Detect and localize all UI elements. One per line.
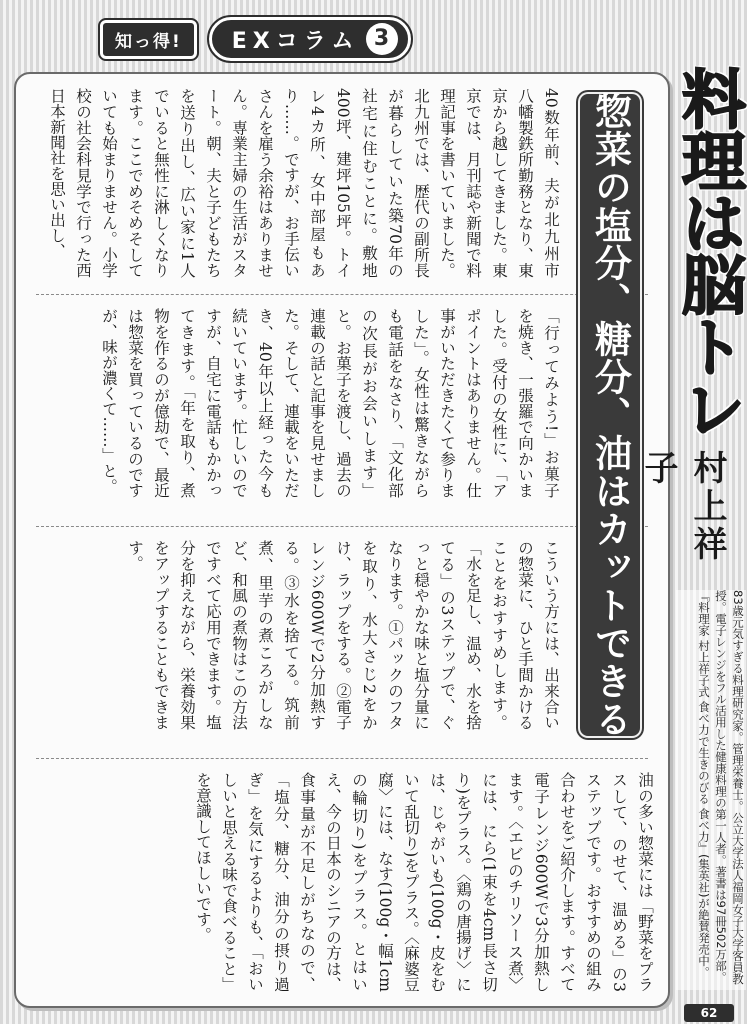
article-body-upper-mid: 「行ってみよう!」お菓子を焼き、一張羅で向かいました。受付の女性に、「アポイントはありません。仕事がいただきたくて参りました」。女性は驚きながらも電話をなさり、「文化部の次長がお会いします」と。お菓子を渡し、過去の連載の話と記事を見せました。そして、連載をいただき、40年以上経った今も続いています。忙しいのですが、自宅に電話もかかってきます。「年を取り、煮物を作るのが億劫で、最近は惣菜を買っているのですが、味が濃くて……」と。: [100, 308, 560, 498]
page-number: 62: [684, 1004, 734, 1022]
article-panel: [14, 72, 670, 1008]
author-bio: 83歳元気すぎる料理研究家。管理栄養士。公立大学法人福岡女子大学客員教授。電子レンジをフル活用した健康料理の第一人者。著書は97冊502万部。『料理家 村上祥子式 食べ力で生きのびる 食べ力』(集英社)が絶賛発売中。: [676, 590, 746, 990]
column-header: [100, 14, 411, 64]
ex-column-badge: [209, 17, 411, 61]
subtitle-box: [578, 92, 642, 738]
section-divider-1: [36, 294, 648, 295]
ex-column-label: EXコラム: [231, 28, 360, 54]
section-divider-3: [36, 758, 648, 759]
article-body-bottom: 油の多い惣菜には「野菜をプラスして、のせて、温める」の3ステップです。おすすめの組み合わせをご紹介します。すべて電子レンジ600Wで3分加熱します。〈エビのチリソース煮〉には、にら(1束を4cm長さ切り)をプラス。〈鶏の唐揚げ〉には、じゃがいも(100g・皮をむいて乱切り)をプラス。〈麻婆豆腐〉には、なす(100g・幅1cmの輪切り)をプラス。とはいえ、今の日本のシニアの方は、食事量が不足しがちなので、「塩分、糖分、油分の摂り過ぎ」を気にするよりも、「おいしいと思える味で食べること」を意識してほしいです。: [194, 772, 654, 992]
column-number: 3: [366, 23, 398, 55]
article-body-top: 40数年前、夫が北九州市八幡製鉄所勤務となり、東京から越してきました。東京では、月刊誌や新聞で料理記事を書いていました。北九州では、歴代の副所長が暮らしていた築70年の社宅に住むことに。敷地400坪、建坪105坪。トイレ4カ所、女中部屋もあり……。ですが、お手伝いさんを雇う余裕はありません。専業主婦の生活がスタート。朝、夫と子どもたちを送り出し、広い家に1人でいると無性に淋しくなります。ここでめそめそしていても始まりません。小学校の社会科見学で行った西日本新聞社を思い出し、: [48, 88, 560, 278]
section-divider-2: [36, 526, 648, 527]
author-name: 村上祥子: [638, 450, 727, 564]
shitte-badge: 知っ得!: [100, 20, 197, 59]
article-title: 料理は脳トレ: [671, 66, 745, 438]
article-subtitle: 惣菜の塩分、糖分、油はカットできる: [588, 92, 632, 738]
article-body-lower-mid: こういう方には、出来合いの惣菜に、ひと手間かけることをおすすめします。「水を足し、温め、水を捨てる」の3ステップで、ぐっと穏やかな味と塩分量になります。①パックのフタを取り、水大さじ2をかけ、ラップをする。②電子レンジ600Wで2分加熱する。③水を捨てる。筑前煮、里芋の煮ころがしなど、和風の煮物はこの方法ですべて応用できます。塩分を抑えながら、栄養効果をアップすることもできます。: [126, 540, 560, 730]
